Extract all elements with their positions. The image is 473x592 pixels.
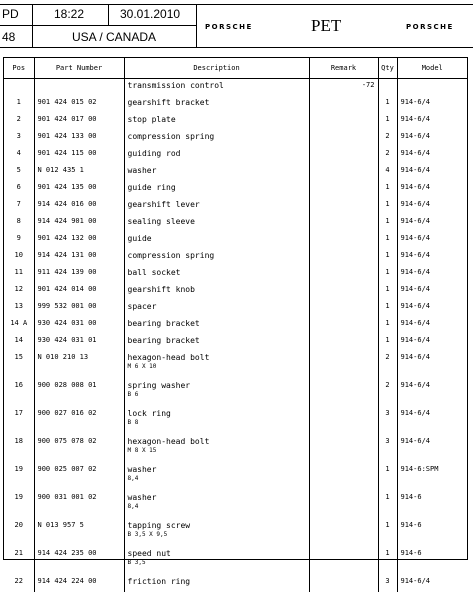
description-text: gearshift bracket — [127, 98, 210, 107]
cell-part-number: 900 031 001 02 — [34, 491, 124, 519]
cell-part-number: 914 424 224 00 — [34, 575, 124, 592]
cell-part-number: 911 424 139 00 — [34, 266, 124, 283]
cell-model: 914-6/4 — [400, 336, 431, 344]
cell-remark — [309, 266, 378, 283]
cell-part-number: 900 028 008 01 — [34, 379, 124, 407]
cell-part-number: 914 424 235 00 — [34, 547, 124, 575]
cell-description — [124, 575, 309, 592]
description-spec: 8,4 — [127, 475, 139, 482]
cell-qty: 1 — [378, 463, 397, 491]
table-header-row — [4, 58, 467, 79]
cell-description — [124, 113, 309, 130]
description-text: guide ring — [127, 183, 176, 192]
cell-pos: 13 — [4, 300, 34, 317]
cell-qty: 1 — [378, 317, 397, 334]
cell-pos: 15 — [4, 351, 34, 379]
col-header-remark: Remark — [309, 58, 378, 79]
cell-remark — [309, 130, 378, 147]
cell-remark — [309, 334, 378, 351]
description-text: transmission control — [127, 81, 224, 90]
description-text: sealing sleeve — [127, 217, 195, 226]
cell-description — [124, 300, 309, 317]
cell-qty: 2 — [378, 147, 397, 164]
cell-remark — [309, 317, 378, 334]
cell-description — [124, 232, 309, 249]
cell-part-number: 901 424 017 00 — [34, 113, 124, 130]
cell-remark — [309, 164, 378, 181]
cell-model: 914-6/4 — [400, 437, 431, 445]
cell-remark — [309, 300, 378, 317]
cell-description — [124, 130, 309, 147]
description-spec: B 3,5 X 9,5 — [127, 531, 168, 538]
description-text: tapping screw — [127, 521, 191, 530]
cell-model: 914-6/4 — [400, 217, 431, 225]
header-divider-2 — [108, 4, 109, 26]
cell-description — [124, 198, 309, 215]
table-row — [4, 334, 467, 351]
header-mid-border — [0, 25, 196, 26]
description-text: compression spring — [127, 251, 215, 260]
parts-table — [4, 58, 467, 592]
cell-model: 914-6/4 — [400, 115, 431, 123]
col-header-pos: Pos — [4, 58, 34, 79]
cell-pos: 19 — [4, 463, 34, 491]
cell-part-number: N 010 210 13 — [34, 351, 124, 379]
cell-description — [124, 519, 309, 547]
cell-remark — [309, 215, 378, 232]
cell-qty: 1 — [378, 249, 397, 266]
header-divider-3 — [196, 4, 197, 48]
cell-remark — [309, 232, 378, 249]
cell-remark — [309, 435, 378, 463]
header-bottom-border — [0, 47, 473, 48]
cell-remark — [309, 147, 378, 164]
cell-description — [124, 164, 309, 181]
cell-qty: 1 — [378, 215, 397, 232]
cell-pos: 3 — [4, 130, 34, 147]
table-row — [4, 181, 467, 198]
header-top-border — [0, 4, 473, 5]
cell-model: 914-6/4 — [400, 381, 431, 389]
cell-remark — [309, 463, 378, 491]
cell-pos: 14 A — [4, 317, 34, 334]
cell-remark — [309, 379, 378, 407]
cell-model: 914-6:SPM — [400, 465, 439, 473]
page-title: PET — [311, 16, 342, 35]
cell-qty: 3 — [378, 575, 397, 592]
table-row — [4, 435, 467, 463]
cell-description — [124, 147, 309, 164]
cell-qty: 3 — [378, 435, 397, 463]
cell-pos: 12 — [4, 283, 34, 300]
description-text: spacer — [127, 302, 157, 311]
cell-qty: 3 — [378, 407, 397, 435]
cell-qty: 1 — [378, 96, 397, 113]
table-row — [4, 283, 467, 300]
cell-part-number: 914 424 131 00 — [34, 249, 124, 266]
col-header-model: Model — [397, 58, 467, 79]
description-text: washer — [127, 465, 157, 474]
cell-part-number: 914 424 016 00 — [34, 198, 124, 215]
cell-pos: 1 — [4, 96, 34, 113]
cell-model: 914-6/4 — [400, 319, 431, 327]
cell-pos: 16 — [4, 379, 34, 407]
description-spec: 8,4 — [127, 503, 139, 510]
porsche-logo-right: PORSCHE — [406, 23, 454, 31]
cell-model: 914-6/4 — [400, 166, 431, 174]
description-text: washer — [127, 493, 157, 502]
cell-remark — [309, 351, 378, 379]
cell-remark — [309, 491, 378, 519]
cell-qty: 1 — [378, 181, 397, 198]
table-row — [4, 147, 467, 164]
cell-part-number: 900 025 007 02 — [34, 463, 124, 491]
cell-model: 914-6/4 — [400, 132, 431, 140]
cell-remark — [309, 575, 378, 592]
description-text: lock ring — [127, 409, 171, 418]
cell-model: 914-6/4 — [400, 200, 431, 208]
cell-pos: 22 — [4, 575, 34, 592]
table-row — [4, 113, 467, 130]
col-header-description: Description — [124, 58, 309, 79]
cell-description — [124, 249, 309, 266]
description-text: guiding rod — [127, 149, 181, 158]
col-header-part-number: Part Number — [34, 58, 124, 79]
cell-model: 914-6/4 — [400, 577, 431, 585]
cell-model: 914-6/4 — [400, 234, 431, 242]
cell-qty: 1 — [378, 198, 397, 215]
cell-model — [397, 79, 467, 97]
cell-part-number: 901 424 132 00 — [34, 232, 124, 249]
description-text: hexagon-head bolt — [127, 353, 210, 362]
cell-remark — [309, 198, 378, 215]
cell-pos: 9 — [4, 232, 34, 249]
cell-model: 914-6/4 — [400, 98, 431, 106]
parts-table-frame — [3, 57, 468, 586]
cell-pos: 19 — [4, 491, 34, 519]
cell-remark — [309, 283, 378, 300]
cell-part-number: 999 532 001 00 — [34, 300, 124, 317]
header-region: USA / CANADA — [72, 30, 157, 44]
cell-description — [124, 283, 309, 300]
cell-remark — [309, 96, 378, 113]
cell-qty: 1 — [378, 491, 397, 519]
description-text: spring washer — [127, 381, 191, 390]
table-row — [4, 266, 467, 283]
description-text: ball socket — [127, 268, 181, 277]
cell-part-number: N 012 435 1 — [34, 164, 124, 181]
cell-description — [124, 215, 309, 232]
table-row — [4, 164, 467, 181]
table-row — [4, 79, 467, 97]
cell-qty: 1 — [378, 300, 397, 317]
cell-model: 914-6/4 — [400, 353, 431, 361]
cell-pos: 8 — [4, 215, 34, 232]
cell-model: 914-6/4 — [400, 285, 431, 293]
cell-description — [124, 79, 309, 97]
description-text: compression spring — [127, 132, 215, 141]
table-row — [4, 379, 467, 407]
description-text: guide — [127, 234, 152, 243]
cell-part-number: 930 424 031 01 — [34, 334, 124, 351]
table-row — [4, 198, 467, 215]
description-text: bearing bracket — [127, 336, 200, 345]
description-spec: B 6 — [127, 391, 139, 398]
cell-pos: 7 — [4, 198, 34, 215]
description-text: hexagon-head bolt — [127, 437, 210, 446]
cell-qty: 2 — [378, 351, 397, 379]
cell-qty: 1 — [378, 266, 397, 283]
cell-pos: 18 — [4, 435, 34, 463]
cell-model: 914-6/4 — [400, 302, 431, 310]
description-spec: M 6 X 10 — [127, 363, 157, 370]
table-row — [4, 463, 467, 491]
description-text: bearing bracket — [127, 319, 200, 328]
cell-pos: 17 — [4, 407, 34, 435]
cell-qty: 1 — [378, 283, 397, 300]
table-row — [4, 519, 467, 547]
cell-pos: 20 — [4, 519, 34, 547]
table-row — [4, 96, 467, 113]
cell-description — [124, 491, 309, 519]
table-row — [4, 351, 467, 379]
cell-qty: 4 — [378, 164, 397, 181]
table-row — [4, 215, 467, 232]
col-header-qty: Qty — [378, 58, 397, 79]
cell-description — [124, 317, 309, 334]
cell-model: 914-6/4 — [400, 268, 431, 276]
header-number: 48 — [2, 30, 16, 44]
cell-model: 914-6/4 — [400, 251, 431, 259]
cell-model: 914-6/4 — [400, 409, 431, 417]
cell-pos: 5 — [4, 164, 34, 181]
cell-part-number: 901 424 015 02 — [34, 96, 124, 113]
cell-description — [124, 181, 309, 198]
cell-description — [124, 266, 309, 283]
table-row — [4, 547, 467, 575]
cell-part-number: 914 424 901 00 — [34, 215, 124, 232]
table-row — [4, 317, 467, 334]
cell-remark — [309, 519, 378, 547]
cell-pos: 10 — [4, 249, 34, 266]
description-text: gearshift knob — [127, 285, 195, 294]
cell-qty: 2 — [378, 379, 397, 407]
cell-part-number: 901 424 133 00 — [34, 130, 124, 147]
cell-remark — [309, 181, 378, 198]
porsche-logo-left: PORSCHE — [205, 23, 253, 31]
cell-description — [124, 96, 309, 113]
cell-part-number: 901 424 135 00 — [34, 181, 124, 198]
table-row — [4, 575, 467, 592]
cell-description — [124, 334, 309, 351]
cell-model: 914-6/4 — [400, 183, 431, 191]
cell-qty: 1 — [378, 547, 397, 575]
table-row — [4, 407, 467, 435]
table-row — [4, 300, 467, 317]
header-date: 30.01.2010 — [120, 7, 181, 21]
description-spec: B 8 — [127, 419, 139, 426]
cell-pos: 21 — [4, 547, 34, 575]
header-code: PD — [2, 7, 19, 21]
table-row — [4, 232, 467, 249]
description-text: gearshift lever — [127, 200, 200, 209]
cell-remark — [309, 113, 378, 130]
cell-model: 914-6 — [400, 521, 422, 529]
cell-part-number: 900 075 078 02 — [34, 435, 124, 463]
description-spec: B 3,5 — [127, 559, 146, 566]
cell-pos — [4, 79, 34, 97]
cell-remark: -72 — [309, 79, 378, 97]
cell-qty: 1 — [378, 113, 397, 130]
cell-qty: 1 — [378, 334, 397, 351]
cell-pos: 4 — [4, 147, 34, 164]
cell-description — [124, 547, 309, 575]
table-row — [4, 491, 467, 519]
cell-pos: 11 — [4, 266, 34, 283]
cell-model: 914-6/4 — [400, 149, 431, 157]
cell-part-number: 900 027 016 02 — [34, 407, 124, 435]
cell-description — [124, 351, 309, 379]
cell-model: 914-6 — [400, 493, 422, 501]
description-text: washer — [127, 166, 157, 175]
description-text: stop plate — [127, 115, 176, 124]
cell-pos: 6 — [4, 181, 34, 198]
cell-qty: 1 — [378, 232, 397, 249]
cell-part-number: 901 424 115 00 — [34, 147, 124, 164]
description-text: friction ring — [127, 577, 191, 586]
table-row — [4, 249, 467, 266]
header-divider-1 — [32, 4, 33, 48]
cell-description — [124, 379, 309, 407]
description-spec: M 8 X 15 — [127, 447, 157, 454]
cell-part-number: 901 424 014 00 — [34, 283, 124, 300]
cell-part-number: 930 424 031 00 — [34, 317, 124, 334]
cell-qty: 1 — [378, 519, 397, 547]
cell-part-number: N 013 957 5 — [34, 519, 124, 547]
cell-part-number — [34, 79, 124, 97]
table-row — [4, 130, 467, 147]
cell-remark — [309, 547, 378, 575]
description-text: speed nut — [127, 549, 171, 558]
header-time: 18:22 — [54, 7, 85, 21]
cell-description — [124, 407, 309, 435]
page-header — [0, 0, 473, 48]
cell-qty — [378, 79, 397, 97]
cell-remark — [309, 407, 378, 435]
cell-pos: 2 — [4, 113, 34, 130]
cell-remark — [309, 249, 378, 266]
cell-qty: 2 — [378, 130, 397, 147]
cell-description — [124, 435, 309, 463]
cell-description — [124, 463, 309, 491]
cell-model: 914-6 — [400, 549, 422, 557]
cell-pos: 14 — [4, 334, 34, 351]
